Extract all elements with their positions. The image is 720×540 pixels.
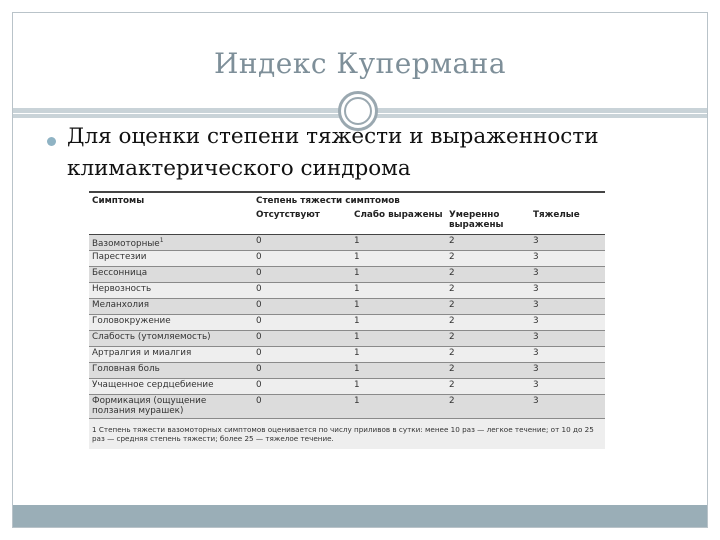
header-level: Слабо выражены: [351, 209, 446, 235]
symptom-cell: [89, 266, 253, 282]
score-cell: 0: [253, 298, 351, 314]
score-cell: 3: [530, 282, 605, 298]
score-cell: 3: [530, 298, 605, 314]
bullet-text: Для оценки степени тяжести и выраженности климактерического синдрома: [67, 124, 599, 181]
score-cell: 1: [351, 266, 446, 282]
table-row: [89, 378, 605, 394]
footer-bar: [13, 505, 707, 527]
symptom-cell: [89, 330, 253, 346]
table-row: [89, 298, 605, 314]
score-cell: 3: [530, 314, 605, 330]
score-cell: 1: [351, 346, 446, 362]
score-cell: 2: [446, 298, 530, 314]
score-cell: 3: [530, 378, 605, 394]
table-row: [89, 282, 605, 298]
score-cell: 2: [446, 250, 530, 266]
score-cell: 2: [446, 234, 530, 250]
symptom-cell: [89, 346, 253, 362]
score-cell: 0: [253, 330, 351, 346]
table-row: [89, 250, 605, 266]
table-row: [89, 330, 605, 346]
score-cell: 0: [253, 250, 351, 266]
symptom-cell: [89, 282, 253, 298]
symptom-cell: [89, 394, 253, 418]
symptom-cell: [89, 250, 253, 266]
symptom-name: Меланхолия: [92, 299, 149, 310]
score-cell: 3: [530, 362, 605, 378]
score-cell: 2: [446, 378, 530, 394]
symptom-cell: [89, 378, 253, 394]
score-cell: 1: [351, 378, 446, 394]
score-cell: 2: [446, 314, 530, 330]
footnote-mark: 1: [92, 424, 97, 434]
score-cell: 3: [530, 250, 605, 266]
score-cell: 1: [351, 330, 446, 346]
score-cell: 2: [446, 330, 530, 346]
header-level: Умеренно выражены: [446, 209, 530, 235]
symptom-name: Слабость (утомляемость): [92, 331, 211, 342]
slide: [12, 12, 708, 528]
symptom-table-image: [89, 191, 605, 486]
header-level: Тяжелые: [530, 209, 605, 235]
bullet-dot-icon: [47, 137, 56, 146]
score-cell: 0: [253, 314, 351, 330]
symptom-footnote-mark: 1: [159, 236, 164, 244]
score-cell: 0: [253, 394, 351, 418]
table-row: [89, 362, 605, 378]
score-cell: 2: [446, 394, 530, 418]
table-row: [89, 234, 605, 250]
table-row: [89, 266, 605, 282]
table-row: [89, 314, 605, 330]
symptom-name: Бессонница: [92, 267, 148, 278]
score-cell: 1: [351, 234, 446, 250]
score-cell: 3: [530, 330, 605, 346]
score-cell: 1: [351, 362, 446, 378]
score-cell: 2: [446, 266, 530, 282]
symptom-name: Нервозность: [92, 283, 152, 294]
score-cell: 3: [530, 234, 605, 250]
symptom-name: Формикация (ощущение ползания мурашек): [92, 395, 207, 417]
score-cell: 1: [351, 314, 446, 330]
header-empty: [89, 209, 253, 235]
header-level: Отсутствуют: [253, 209, 351, 235]
symptom-name: Головная боль: [92, 363, 160, 374]
score-cell: 3: [530, 266, 605, 282]
table-row: [89, 346, 605, 362]
score-cell: 0: [253, 266, 351, 282]
symptom-name: Учащенное сердцебиение: [92, 379, 214, 390]
score-cell: 3: [530, 346, 605, 362]
symptom-name: Парестезии: [92, 251, 147, 262]
symptom-name: Артралгия и миалгия: [92, 347, 192, 358]
table-footnote: [89, 419, 605, 449]
score-cell: 0: [253, 362, 351, 378]
symptom-table: [89, 193, 605, 419]
score-cell: 0: [253, 346, 351, 362]
slide-title: Индекс Купермана: [213, 47, 507, 80]
score-cell: 0: [253, 282, 351, 298]
score-cell: 2: [446, 346, 530, 362]
score-cell: 2: [446, 282, 530, 298]
symptom-name: Головокружение: [92, 315, 171, 326]
table-row: [89, 394, 605, 418]
symptom-cell: [89, 234, 253, 250]
score-cell: 3: [530, 394, 605, 418]
symptom-cell: [89, 362, 253, 378]
score-cell: 1: [351, 282, 446, 298]
header-severity: Степень тяжести симптомов: [256, 196, 400, 206]
symptom-cell: [89, 314, 253, 330]
score-cell: 1: [351, 298, 446, 314]
symptom-cell: [89, 298, 253, 314]
score-cell: 0: [253, 378, 351, 394]
score-cell: 2: [446, 362, 530, 378]
symptom-name: Вазомоторные: [92, 238, 160, 249]
header-symptoms: Симптомы: [92, 196, 145, 206]
footnote-text: Степень тяжести вазомоторных симптомов оценивается по числу приливов в сутки: менее 10 раз — легкое течение; от 10 до 25 раз — средняя степень тяжести; более 25 — тяжелое течение.: [92, 424, 594, 443]
score-cell: 0: [253, 234, 351, 250]
score-cell: 1: [351, 394, 446, 418]
score-cell: 1: [351, 250, 446, 266]
